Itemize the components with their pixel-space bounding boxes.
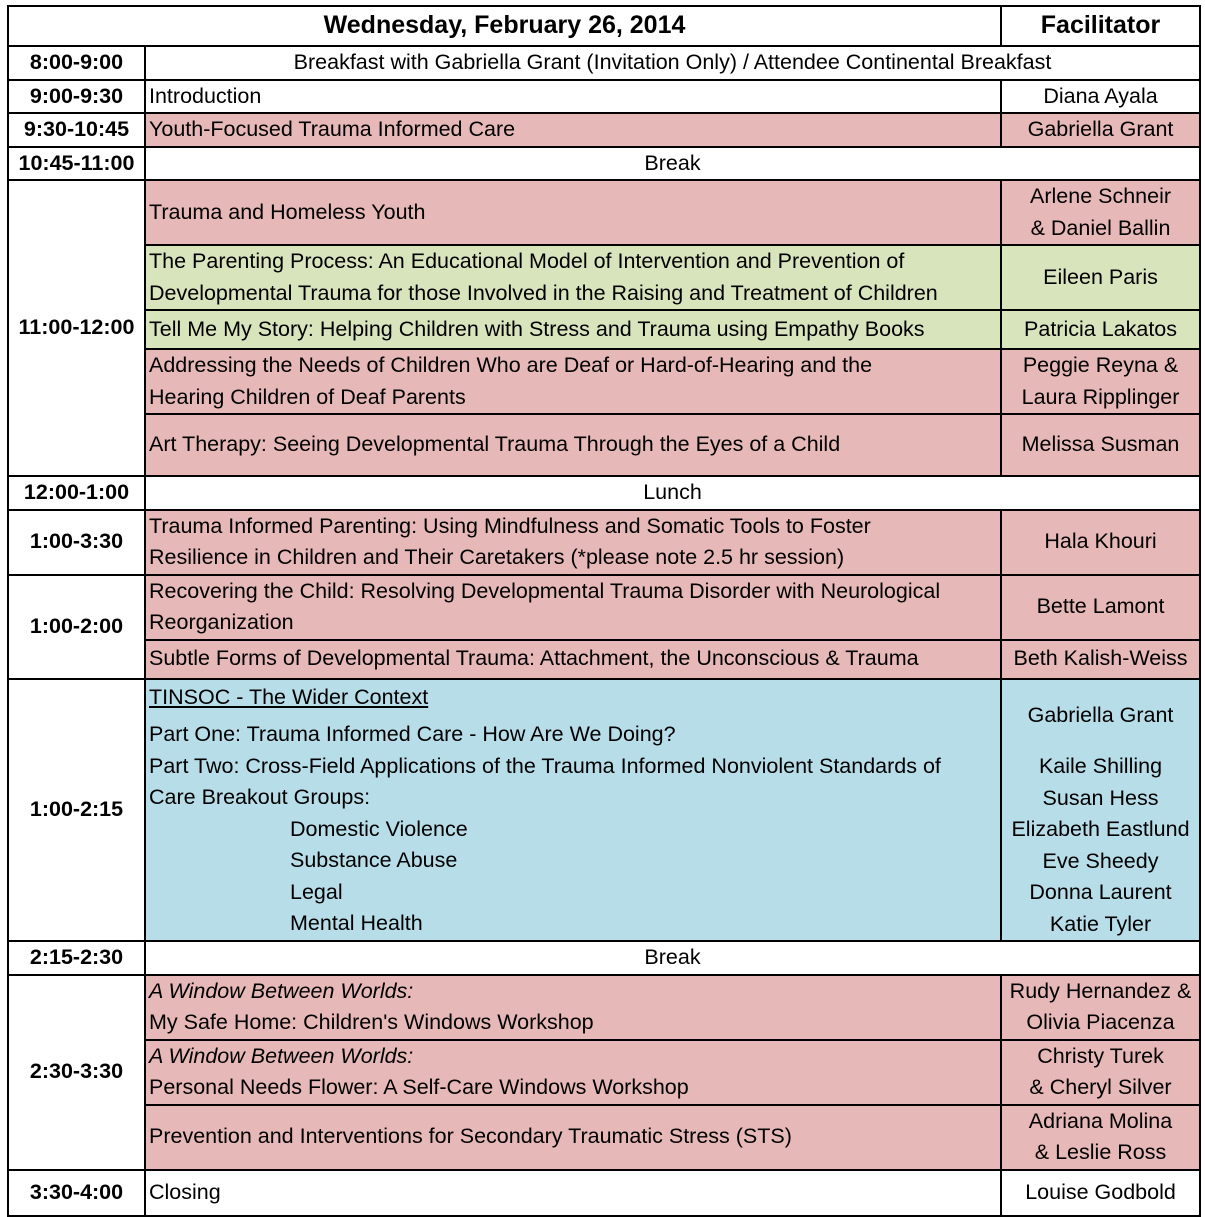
facilitator-name: Susan Hess (1042, 785, 1159, 810)
facilitator-name: Eve Sheedy (1042, 848, 1159, 873)
facilitator-name: Rudy Hernandez & (1009, 978, 1192, 1003)
title-line: The Parenting Process: An Educational Model of Intervention and Prevention of (149, 249, 905, 273)
session-title (145, 1040, 1001, 1105)
table-row (8, 510, 1200, 575)
session-title (145, 679, 1001, 942)
session-title: Closing (145, 1170, 1001, 1216)
facilitator-cell: Patricia Lakatos (1001, 310, 1200, 349)
facilitator-name: & Leslie Ross (1034, 1140, 1167, 1164)
table-row (8, 80, 1200, 114)
facilitator-cell (1001, 180, 1200, 245)
time-cell: 1:00-2:15 (8, 679, 145, 942)
facilitator-name: Olivia Piacenza (1026, 1010, 1175, 1034)
title-line: My Safe Home: Children's Windows Workshop (149, 1010, 594, 1034)
time-cell: 2:15-2:30 (8, 941, 145, 975)
table-row (8, 1040, 1200, 1105)
table-row (8, 46, 1200, 80)
title-line: Personal Needs Flower: A Self-Care Windows Workshop (149, 1075, 689, 1099)
time-cell: 1:00-2:00 (8, 575, 145, 679)
title-line: Part One: Trauma Informed Care - How Are We Doing? (149, 722, 676, 746)
event-cell: Lunch (145, 476, 1200, 510)
facilitator-cell: Beth Kalish-Weiss (1001, 640, 1200, 679)
table-row (8, 245, 1200, 310)
series-title: A Window Between Worlds: (149, 978, 414, 1003)
facilitator-name: Elizabeth Eastlund (1011, 817, 1190, 841)
breakout-group: Substance Abuse (290, 848, 458, 872)
tinsoc-title: TINSOC - The Wider Context (149, 684, 429, 709)
session-title: Tell Me My Story: Helping Children with Stress and Trauma using Empathy Books (145, 310, 1001, 349)
facilitator-name: & Cheryl Silver (1029, 1075, 1172, 1099)
title-line: Trauma Informed Parenting: Using Mindfulness and Somatic Tools to Foster (149, 513, 871, 538)
facilitator-name: Gabriella Grant (1027, 702, 1174, 727)
facilitator-name: Katie Tyler (1049, 911, 1152, 936)
time-cell: 1:00-3:30 (8, 510, 145, 575)
facilitator-cell (1001, 1040, 1200, 1105)
header-row (8, 6, 1200, 46)
facilitator-name: Adriana Molina (1028, 1108, 1173, 1133)
table-row (8, 1105, 1200, 1170)
facilitator-cell (1001, 679, 1200, 942)
time-cell: 12:00-1:00 (8, 476, 145, 510)
title-line: Developmental Trauma for those Involved in the Raising and Treatment of Children (149, 280, 938, 305)
table-row (8, 147, 1200, 181)
title-line: Care Breakout Groups: (149, 785, 371, 809)
facilitator-cell: Hala Khouri (1001, 510, 1200, 575)
facilitator-cell (1001, 349, 1200, 414)
title-line: Addressing the Needs of Children Who are Deaf or Hard-of-Hearing and the (149, 353, 873, 377)
facilitator-cell: Gabriella Grant (1001, 113, 1200, 147)
table-row (8, 1170, 1200, 1216)
table-row (8, 679, 1200, 942)
table-row (8, 640, 1200, 679)
facilitator-cell: Melissa Susman (1001, 414, 1200, 476)
facilitator-header: Facilitator (1001, 6, 1200, 46)
time-cell: 10:45-11:00 (8, 147, 145, 181)
facilitator-cell (1001, 975, 1200, 1040)
facilitator-name: Christy Turek (1037, 1043, 1164, 1068)
session-title (145, 245, 1001, 310)
event-cell: Breakfast with Gabriella Grant (Invitation Only) / Attendee Continental Breakfast (145, 46, 1200, 80)
time-cell: 2:30-3:30 (8, 975, 145, 1170)
title-line: Resilience in Children and Their Caretakers (*please note 2.5 hr session) (149, 545, 845, 569)
facilitator-name: Donna Laurent (1029, 880, 1172, 904)
title-line: Hearing Children of Deaf Parents (149, 384, 466, 409)
schedule-table (7, 5, 1201, 1217)
date-header: Wednesday, February 26, 2014 (8, 6, 1001, 46)
facilitator-cell: Eileen Paris (1001, 245, 1200, 310)
time-cell: 8:00-9:00 (8, 46, 145, 80)
facilitator-name: Peggie Reyna & (1022, 353, 1179, 377)
breakout-group: Domestic Violence (290, 816, 468, 841)
facilitator-cell (1001, 1105, 1200, 1170)
time-cell: 9:00-9:30 (8, 80, 145, 114)
series-title: A Window Between Worlds: (149, 1043, 414, 1068)
title-line: Part Two: Cross-Field Applications of the Trauma Informed Nonviolent Standards of (149, 753, 941, 778)
facilitator-cell: Diana Ayala (1001, 80, 1200, 114)
table-row (8, 349, 1200, 414)
facilitator-cell: Bette Lamont (1001, 575, 1200, 640)
time-cell: 3:30-4:00 (8, 1170, 145, 1216)
breakout-group: Mental Health (290, 911, 423, 935)
facilitator-cell: Louise Godbold (1001, 1170, 1200, 1216)
table-row (8, 476, 1200, 510)
session-title: Introduction (145, 80, 1001, 114)
session-title: Art Therapy: Seeing Developmental Trauma Through the Eyes of a Child (145, 414, 1001, 476)
facilitator-name: & Daniel Ballin (1030, 215, 1171, 240)
table-row (8, 941, 1200, 975)
facilitator-name: Arlene Schneir (1030, 184, 1172, 208)
table-row (8, 414, 1200, 476)
title-line: Recovering the Child: Resolving Developmental Trauma Disorder with Neurological (149, 578, 941, 603)
session-title (145, 510, 1001, 575)
event-cell: Break (145, 941, 1200, 975)
facilitator-name: Kaile Shilling (1038, 754, 1163, 778)
session-title (145, 975, 1001, 1040)
session-title: Subtle Forms of Developmental Trauma: Attachment, the Unconscious & Trauma (145, 640, 1001, 679)
table-row (8, 113, 1200, 147)
facilitator-name: Laura Ripplinger (1021, 384, 1180, 409)
table-row (8, 310, 1200, 349)
session-title: Youth-Focused Trauma Informed Care (145, 113, 1001, 147)
session-title: Trauma and Homeless Youth (145, 180, 1001, 245)
event-cell: Break (145, 147, 1200, 181)
session-title: Prevention and Interventions for Secondary Traumatic Stress (STS) (145, 1105, 1001, 1170)
table-row (8, 180, 1200, 245)
title-line: Reorganization (149, 610, 294, 634)
time-cell: 11:00-12:00 (8, 180, 145, 476)
table-row (8, 975, 1200, 1040)
breakout-group: Legal (290, 879, 343, 904)
table-row (8, 575, 1200, 640)
session-title (145, 575, 1001, 640)
session-title (145, 349, 1001, 414)
time-cell: 9:30-10:45 (8, 113, 145, 147)
